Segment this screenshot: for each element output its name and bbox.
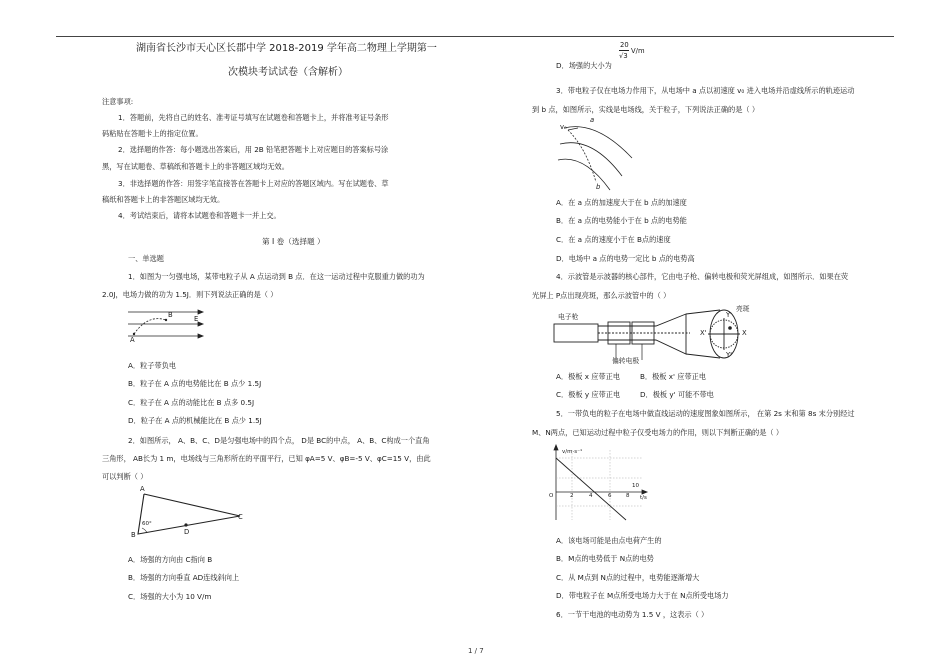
q3-stem-a: 3．带电粒子仅在电场力作用下，从电场中 a 点以初速度 v₀ 进入电场并沿虚线所示的轨迹运动 <box>556 86 855 95</box>
section-type: 一、单选题 <box>128 254 164 263</box>
notes-heading: 注意事项: <box>102 97 134 106</box>
q5-option-c: C．从 M点到 N点的过程中，电势能逐渐增大 <box>556 573 700 582</box>
q3-field-figure <box>556 114 638 194</box>
q4-fig-label-yp: Y' <box>726 351 733 359</box>
q5-fig-label-t: t/s <box>640 495 647 501</box>
volume-heading: 第 I 卷（选择题 ） <box>262 237 325 246</box>
q5-fig-tick-10: 10 <box>632 483 639 489</box>
q4-oscilloscope-figure <box>550 300 770 368</box>
q4-option-b: B．极板 x' 应带正电 <box>640 372 707 381</box>
q3-option-a: A．在 a 点的加速度大于在 b 点的加速度 <box>556 198 687 207</box>
note-3b: 稿纸和答题卡上的非答题区域均无效。 <box>102 195 225 204</box>
q2-option-b: B．场强的方向垂直 AD连线斜向上 <box>128 573 240 582</box>
q2-fig-label-a: A <box>140 485 145 493</box>
note-1b: 码粘贴在答题卡上的指定位置。 <box>102 129 203 138</box>
q1-stem-b: 2.0J，电场力做的功为 1.5J．则下列说法正确的是（ ） <box>102 290 278 299</box>
q2-option-d-denominator: √3 <box>619 52 628 60</box>
q5-fig-tick-8: 8 <box>626 493 630 499</box>
q4-stem-a: 4．示波管是示波器的核心部件，它由电子枪、偏转电极和荧光屏组成，如图所示．如果在荧 <box>556 272 849 281</box>
q2-option-d-prefix: D．场强的大小为 <box>556 61 612 70</box>
paper-title-line1: 湖南省长沙市天心区长郡中学 2018-2019 学年高二物理上学期第一 <box>136 43 437 54</box>
page-number: 1 / 7 <box>468 647 484 655</box>
note-2a: 2．选择题的作答：每小题选出答案后，用 2B 铅笔把答题卡上对应题目的答案标号涂 <box>118 145 389 154</box>
header-rule <box>56 36 894 37</box>
q1-fig-label-e: E <box>194 315 199 323</box>
q4-fig-label-gun: 电子枪 <box>558 313 579 321</box>
q2-triangle-figure <box>128 484 258 544</box>
q1-option-b: B．粒子在 A 点的电势能比在 B 点少 1.5J <box>128 379 262 388</box>
q5-fig-label-o: O <box>549 493 554 499</box>
paper-title-line2: 次模块考试试卷（含解析） <box>228 67 348 78</box>
q4-fig-label-xp: X' <box>700 329 707 337</box>
q1-stem-a: 1．如图为一匀强电场，某带电粒子从 A 点运动到 B 点．在这一运动过程中克服重力做的功为 <box>128 272 425 281</box>
q5-stem-b: M、N两点，已知运动过程中粒子仅受电场力的作用，则以下判断正确的是（ ） <box>532 428 784 437</box>
q2-stem-c: 可以判断（ ） <box>102 472 148 481</box>
q3-fig-label-b: b <box>596 183 601 191</box>
q3-option-c: C．在 a 点的速度小于在 B点的速度 <box>556 235 671 244</box>
q5-fig-tick-4: 4 <box>589 493 593 499</box>
note-3a: 3．非选择题的作答：用签字笔直接答在答题卡上对应的答题区域内。写在试题卷、草 <box>118 179 389 188</box>
q2-option-d-unit: V/m <box>631 47 645 55</box>
q2-fig-label-d: D <box>184 528 190 536</box>
q4-fig-label-y: Y <box>726 311 731 319</box>
q5-option-d: D．带电粒子在 M点所受电场力大于在 N点所受电场力 <box>556 591 729 600</box>
q4-fig-label-plates: 偏转电极 <box>612 357 640 365</box>
q5-option-b: B．M点的电势低于 N点的电势 <box>556 554 654 563</box>
q2-fig-label-c: C <box>238 513 243 521</box>
q4-option-d: D．极板 y' 可能不带电 <box>640 390 714 399</box>
q2-option-d-fraction-bar <box>619 50 629 51</box>
q1-fig-label-a: A <box>130 336 135 344</box>
q4-fig-label-x: X <box>742 329 747 337</box>
q1-fig-label-b: B <box>168 311 173 319</box>
q2-fig-label-b: B <box>131 531 136 539</box>
q2-stem-a: 2．如图所示， A、B、C、D是匀强电场中的四个点， D是 BC的中点， A、B、C构成一个直角 <box>128 436 430 445</box>
note-2b: 黑，写在试题卷、草稿纸和答题卡上的非答题区域均无效。 <box>102 162 289 171</box>
q2-stem-b: 三角形， AB长为 1 m，电场线与三角形所在的平面平行，已知 φA=5 V、φB=-5 V、φC=15 V，由此 <box>102 454 431 463</box>
q5-option-a: A．该电场可能是由点电荷产生的 <box>556 536 662 545</box>
q5-vt-graph <box>546 444 650 524</box>
q4-stem-b: 光屏上 P点出现亮斑，那么示波管中的（ ） <box>532 291 671 300</box>
q4-option-c: C．极板 y 应带正电 <box>556 390 621 399</box>
q4-option-a: A．极板 x 应带正电 <box>556 372 621 381</box>
q3-stem-b: 到 b 点，如图所示，实线是电场线，关于粒子，下列说法正确的是（ ） <box>532 105 760 114</box>
q2-fig-label-angle: 60° <box>142 521 152 527</box>
q3-option-d: D．电场中 a 点的电势一定比 b 点的电势高 <box>556 254 695 263</box>
q3-fig-label-a: a <box>590 116 595 124</box>
q2-option-a: A．场强的方向由 C指向 B <box>128 555 213 564</box>
q1-field-figure <box>126 304 206 350</box>
q2-option-c: C．场强的大小为 10 V/m <box>128 592 212 601</box>
q4-fig-label-screen: 亮斑 <box>736 305 750 313</box>
q6-stem: 6．一节干电池的电动势为 1.5 V ，这表示（ ） <box>556 610 709 619</box>
q5-fig-tick-2: 2 <box>570 493 574 499</box>
q5-fig-label-v: v/m·s⁻¹ <box>562 449 583 455</box>
q2-option-d-numerator: 20 <box>620 41 629 49</box>
q1-option-a: A．粒子带负电 <box>128 361 177 370</box>
note-4: 4．考试结束后，请将本试题卷和答题卡一并上交。 <box>118 211 281 220</box>
q5-fig-tick-6: 6 <box>608 493 612 499</box>
q2-option-d <box>556 62 612 69</box>
note-1a: 1．答题前，先将自己的姓名、准考证号填写在试题卷和答题卡上，并将准考证号条形 <box>118 113 389 122</box>
q1-option-d: D．粒子在 A 点的机械能比在 B 点少 1.5J <box>128 416 262 425</box>
q1-option-c: C．粒子在 A 点的动能比在 B 点多 0.5J <box>128 398 255 407</box>
q3-fig-label-v0: v₀ <box>560 123 567 131</box>
q5-stem-a: 5．一带负电的粒子在电场中做直线运动的速度图象如图所示， 在第 2s 末和第 8s 末分别经过 <box>556 409 855 418</box>
q3-option-b: B．在 a 点的电势能小于在 b 点的电势能 <box>556 216 687 225</box>
